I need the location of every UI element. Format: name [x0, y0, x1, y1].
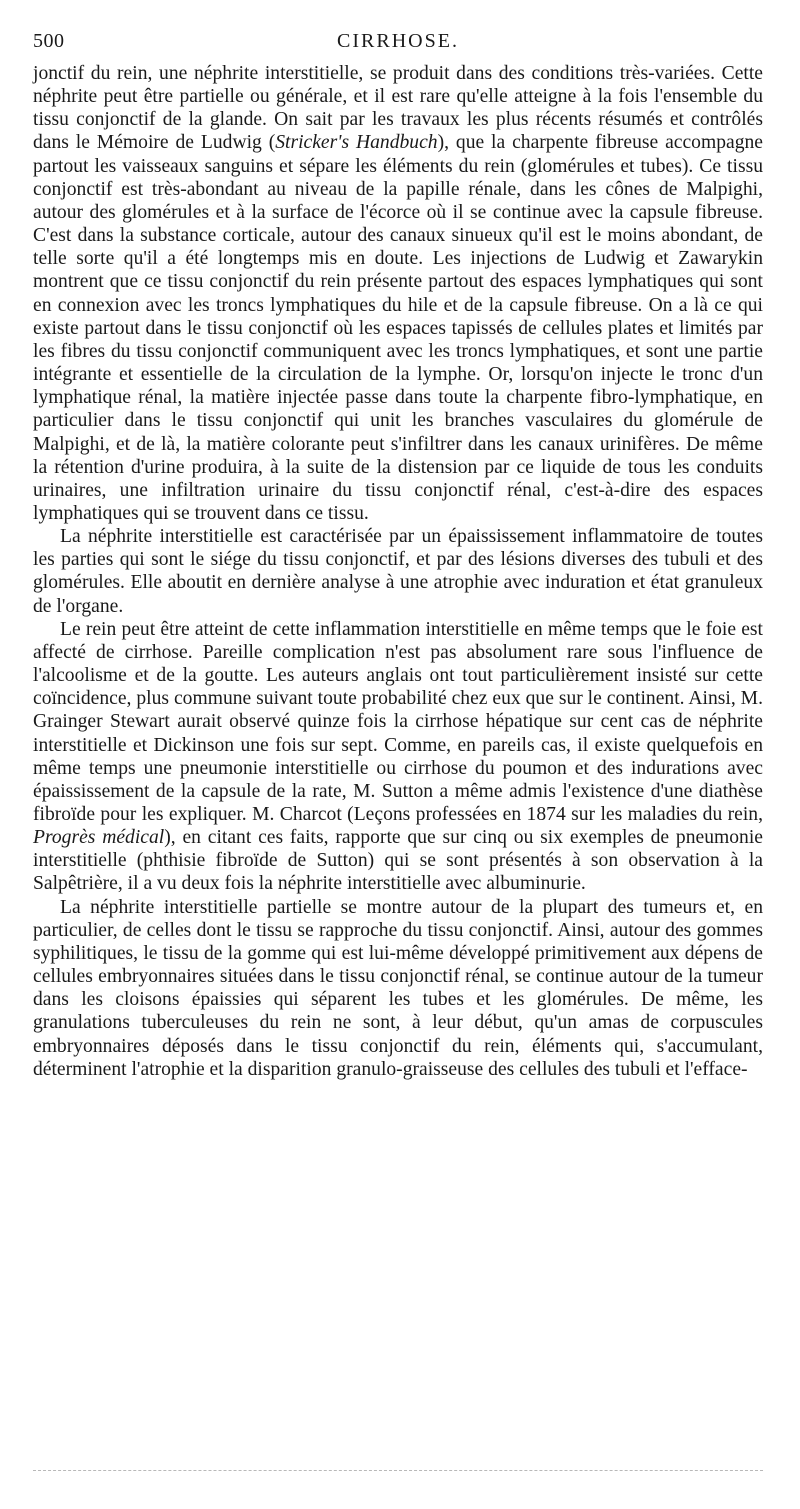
paragraph-4-text: La néphrite interstitielle partielle se montre autour de la plupart des tumeurs et, en particulier, de celles dont le tissu se rapproche du tissu conjonctif. Ainsi, autour des gommes syphilitiques, le tissu de la gomme qui est lui-même développé primitivement aux dépens de cellules embryonnaires situées dans le tissu conjonctif rénal, se continue autour de la tumeur dans les cloisons épaissies qui séparent les tubes et les glomérules. De même, les granulations tuberculeuses du rein ne sont, à leur début, qu'un amas de corpuscules embryonnaires déposés dans le tissu conjonctif du rein, éléments qui, s'accumulant, déterminent l'atrophie et la disparition granulo-graisseuse des cellules des tubuli et l'efface-	[33, 896, 763, 1080]
running-title: CIRRHOSE.	[337, 30, 459, 52]
paragraph-1	[33, 62, 763, 525]
paragraph-3-text-a: Le rein peut être atteint de cette inflammation interstitielle en même temps que le foie est affecté de cirrhose. Pareille complication n'est pas absolument rare sous l'influence de l'alcoolisme et de la goutte. Les auteurs anglais ont tout particulièrement insisté sur cette coïncidence, plus commune suivant toute probabilité chez eux que sur le continent. Ainsi, M. Grainger Stewart aurait observé quinze fois la cirrhose hépatique sur cent cas de néphrite interstitielle et Dickinson une fois sur sept. Comme, en pareils cas, il existe quelquefois en même temps une pneumonie interstitielle ou cirrhose du poumon et des indurations avec épaississement de la capsule de la rate, M. Sutton a même admis l'existence d'une diathèse fibroïde pour les expliquer. M. Charcot (Leçons professées en 1874 sur les maladies du rein,	[33, 618, 763, 825]
page-number: 500	[33, 30, 65, 52]
paragraph-3	[33, 618, 763, 896]
page	[33, 0, 763, 1081]
paragraph-1-text-b: ), que la charpente fibreuse accompagne partout les vaisseaux sanguins et sépare les éléments du rein (glomérules et tubes). Ce tissu conjonctif est très-abondant au niveau de la papille rénale, dans les cônes de Malpighi, autour des glomérules et à la surface de l'écorce où il se continue avec la capsule fibreuse. C'est dans la substance corticale, autour des canaux sinueux qu'il est le moins abondant, de telle sorte qu'il a été longtemps mis en doute. Les injections de Ludwig et Zawarykin montrent que ce tissu conjonctif du rein présente partout des espaces lymphatiques qui sont en connexion avec les troncs lymphatiques du hile et de la capsule fibreuse. On a là ce qui existe partout dans le tissu conjonctif où les espaces tapissés de cellules plates et limités par les fibres du tissu conjonctif communiquent avec les troncs lymphatiques, et sont une partie intégrante et essentielle de la circulation de la lymphe. Or, lorsqu'on injecte le tronc d'un lymphatique rénal, la matière injectée passe dans toute la charpente fibro-lymphatique, en particulier dans le tissu conjonctif qui unit les branches vasculaires du glomérule de Malpighi, et de là, la matière colorante peut s'infiltrer dans les canaux urinifères. De même la rétention d'urine produira, à la suite de la distension par ce liquide de tous les conduits urinaires, une infiltration urinaire du tissu conjonctif rénal, c'est-à-dire des espaces lymphatiques qui se trouvent dans ce tissu.	[33, 132, 763, 524]
footer-rule	[33, 1470, 763, 1471]
running-head	[33, 0, 763, 62]
paragraph-3-text-b: ), en citant ces faits, rapporte que sur cinq ou six exemples de pneumonie interstitielle (phthisie fibroïde de Sutton) qui se sont présentés à son observation à la Salpêtrière, il a vu deux fois la néphrite interstitielle avec albuminurie.	[33, 827, 763, 895]
paragraph-2	[33, 525, 763, 618]
paragraph-1-text-a: jonctif du rein, une néphrite interstitielle, se produit dans des conditions très-variées. Cette néphrite peut être partielle ou générale, et il est rare qu'elle atteigne à la fois l'ensemble du tissu conjonctif de la glande. On sait par les travaux les plus récents résumés et contrôlés dans le Mémoire de Ludwig (	[33, 63, 763, 154]
paragraph-2-text: La néphrite interstitielle est caractérisée par un épaississement inflammatoire de toutes les parties qui sont le siége du tissu conjonctif, et par des lésions diverses des tubuli et des glomérules. Elle aboutit en dernière analyse à une atrophie avec induration et état granuleux de l'organe.	[33, 526, 763, 617]
paragraph-4	[33, 896, 763, 1081]
paragraph-1-italic: Stricker's Handbuch	[275, 132, 438, 154]
body-text	[33, 62, 763, 1081]
paragraph-3-italic: Progrès médical	[33, 827, 165, 849]
